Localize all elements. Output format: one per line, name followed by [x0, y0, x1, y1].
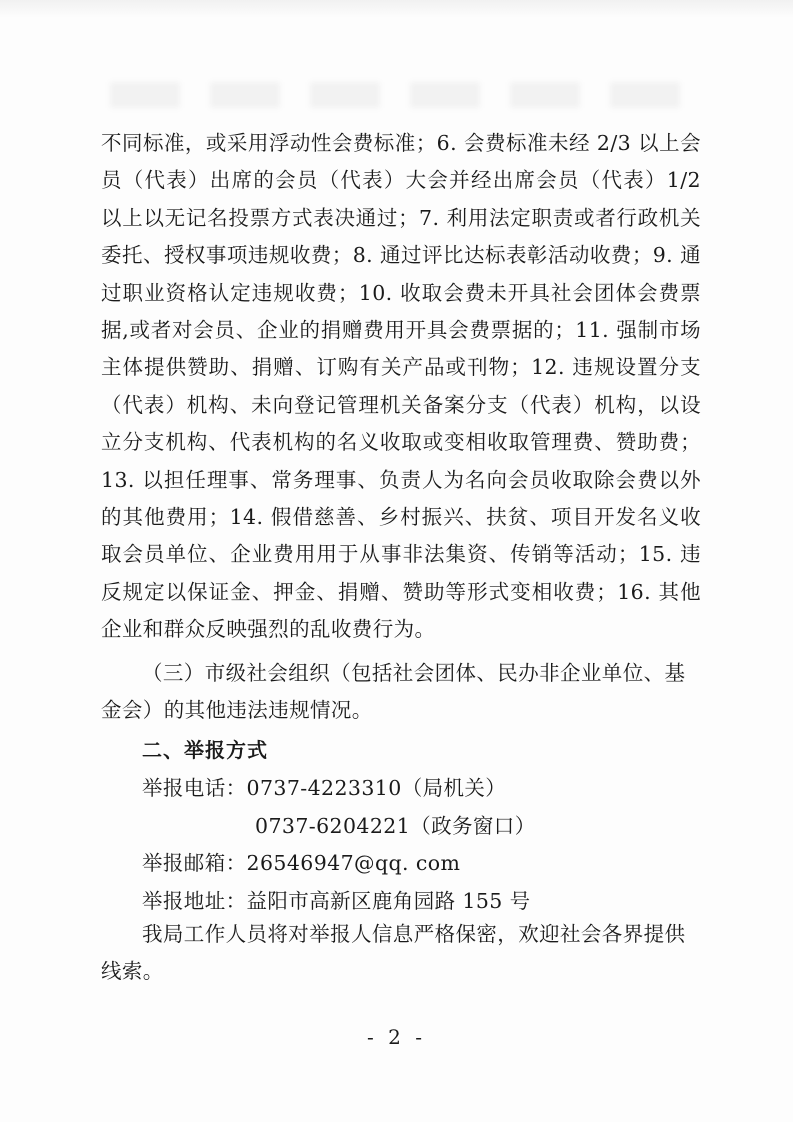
street-address: 益阳市高新区鹿角园路 155 号 [246, 889, 531, 913]
address-row [142, 884, 531, 914]
item-three-paragraph: （三）市级社会组织（包括社会团体、民办非企业单位、基金会）的其他违法违规情况。 [101, 661, 686, 723]
email-label: 举报邮箱： [142, 851, 247, 875]
phone-label: 举报电话： [142, 776, 247, 800]
phone-row [142, 771, 506, 801]
bleed-through-text [110, 82, 710, 108]
phone-number-2: 0737-6204221（政务窗口） [255, 814, 536, 838]
email-row [142, 846, 460, 876]
address-label: 举报地址： [142, 889, 247, 913]
closing-paragraph: 我局工作人员将对举报人信息严格保密，欢迎社会各界提供线索。 [101, 922, 686, 984]
phone-number-1: 0737-4223310（局机关） [246, 776, 507, 800]
section-two-heading: 二、举报方式 [142, 738, 268, 762]
email-address: 26546947@qq. com [246, 851, 461, 875]
continued-paragraph: 不同标准，或采用浮动性会费标准；6. 会费标准未经 2/3 以上会员（代表）出席的会员（代表）大会并经出席会员（代表）1/2 以上以无记名投票方式表决通过；7. 利用法定职责或者行政机关委托、授权事项违规收费；8. 通过评比达标表彰活动收费；9. 通过职业资格认定违规收费；10. 收取会费未开具社会团体会费票据,或者对会员、企业的捐赠费用开具会费票据的；11. 强制市场主体提供赞助、捐赠、订购有关产品或刊物；12. 违规设置分支（代表）机构、未向登记管理机关备案分支（代表）机构，以设立分支机构、代表机构的名义收取或变相收取管理费、赞助费；13. 以担任理事、常务理事、负责人为名向会员收取除会费以外的其他费用；14. 假借慈善、乡村振兴、扶贫、项目开发名义收取会员单位、企业费用用于从事非法集资、传销等活动；15. 违反规定以保证金、押金、捐赠、赞助等形式变相收费；16. 其他企业和群众反映强烈的乱收费行为。 [101, 131, 701, 642]
scan-edge [0, 0, 793, 18]
page-number: - 2 - [367, 1025, 426, 1049]
